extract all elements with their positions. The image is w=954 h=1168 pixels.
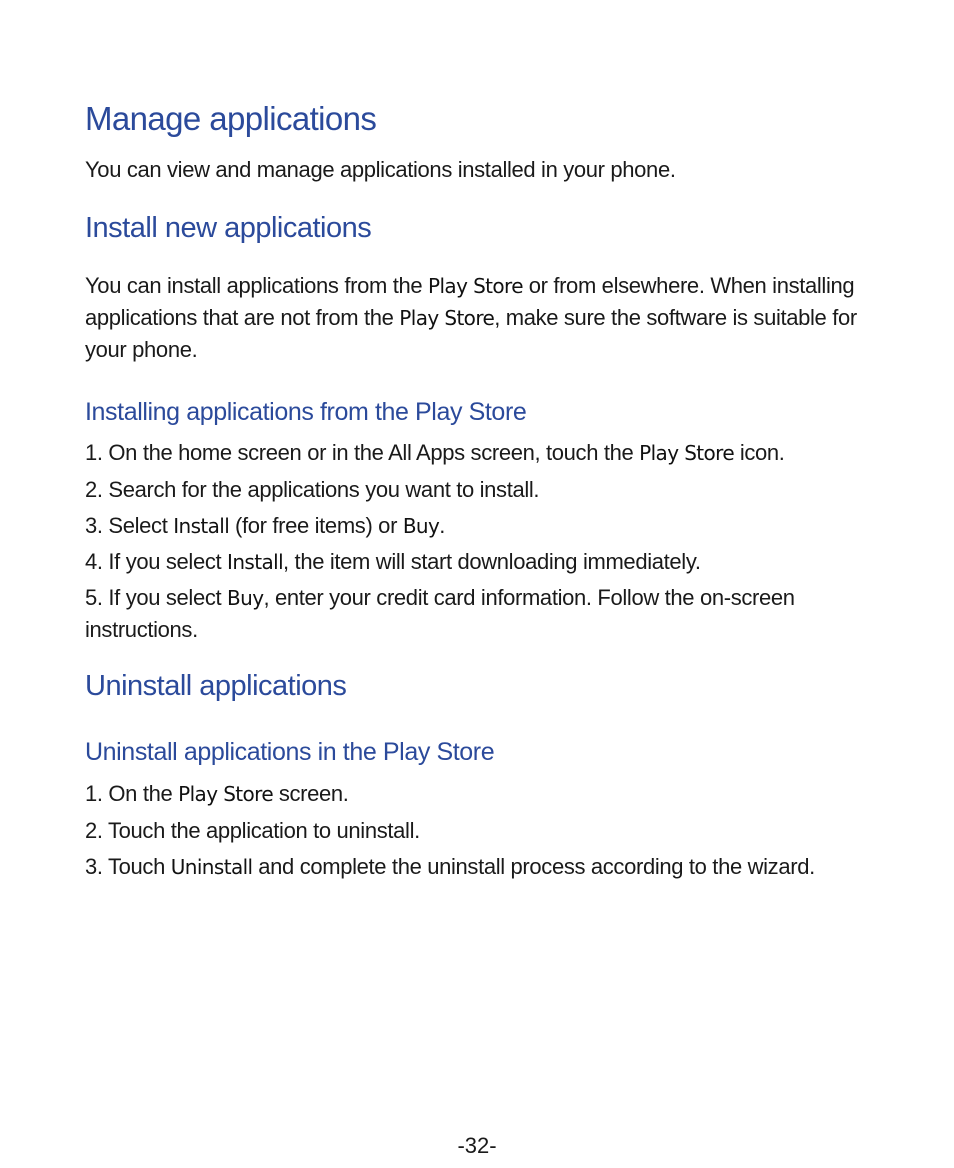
uninstall-step-1 xyxy=(85,778,875,810)
install-para-text-1: You can install applications from the xyxy=(85,273,428,298)
step-keyword: Buy xyxy=(227,586,264,610)
step-text: 4. If you select xyxy=(85,549,228,574)
install-heading: Install new applications xyxy=(85,212,372,244)
uninstall-step-2 xyxy=(85,815,875,847)
step-keyword: Install xyxy=(173,514,230,538)
page-number: -32- xyxy=(457,1133,497,1158)
page-title: Manage applications xyxy=(85,100,377,137)
step-keyword: Play Store xyxy=(639,441,735,465)
step-text: , the item will start downloading immediately. xyxy=(283,549,701,574)
step-text: 1. On the xyxy=(85,781,179,806)
install-step-1 xyxy=(85,437,875,469)
uninstall-heading: Uninstall applications xyxy=(85,670,347,702)
intro-paragraph: You can view and manage applications installed in your phone. xyxy=(85,157,676,182)
step-text: 1. On the home screen or in the All Apps screen, touch the xyxy=(85,440,640,465)
step-keyword: Uninstall xyxy=(170,855,253,879)
step-text: (for free items) or xyxy=(229,513,403,538)
uninstall-step-3 xyxy=(85,851,875,883)
step-keyword: Play Store xyxy=(178,782,274,806)
step-keyword: Install xyxy=(227,550,284,574)
step-text: , enter your credit card information. Follow the on-screen instructions. xyxy=(85,585,795,642)
install-step-3 xyxy=(85,510,875,542)
step-text: 2. Touch the application to uninstall. xyxy=(85,818,420,843)
install-step-2 xyxy=(85,474,875,506)
step-text: . xyxy=(439,513,446,538)
step-text: and complete the uninstall process according to the wizard. xyxy=(252,854,815,879)
step-text: 3. Select xyxy=(85,513,174,538)
step-text: 5. If you select xyxy=(85,585,228,610)
step-text: screen. xyxy=(273,781,349,806)
install-paragraph xyxy=(85,270,875,366)
install-para-text-2: or from elsewhere. When installing applications that are not from the xyxy=(85,273,855,330)
uninstall-sub-heading: Uninstall applications in the Play Store xyxy=(85,738,495,766)
install-para-keyword-1: Play Store xyxy=(428,274,523,298)
install-step-5 xyxy=(85,582,875,646)
step-text: icon. xyxy=(734,440,785,465)
install-step-4 xyxy=(85,546,875,578)
install-sub-heading: Installing applications from the Play Store xyxy=(85,398,527,426)
step-text: 3. Touch xyxy=(85,854,171,879)
step-text: 2. Search for the applications you want to install. xyxy=(85,477,540,502)
install-para-text-3: , make sure the software is suitable for your phone. xyxy=(85,305,857,362)
install-para-keyword-2: Play Store xyxy=(399,306,495,330)
step-keyword: Buy xyxy=(402,514,440,538)
